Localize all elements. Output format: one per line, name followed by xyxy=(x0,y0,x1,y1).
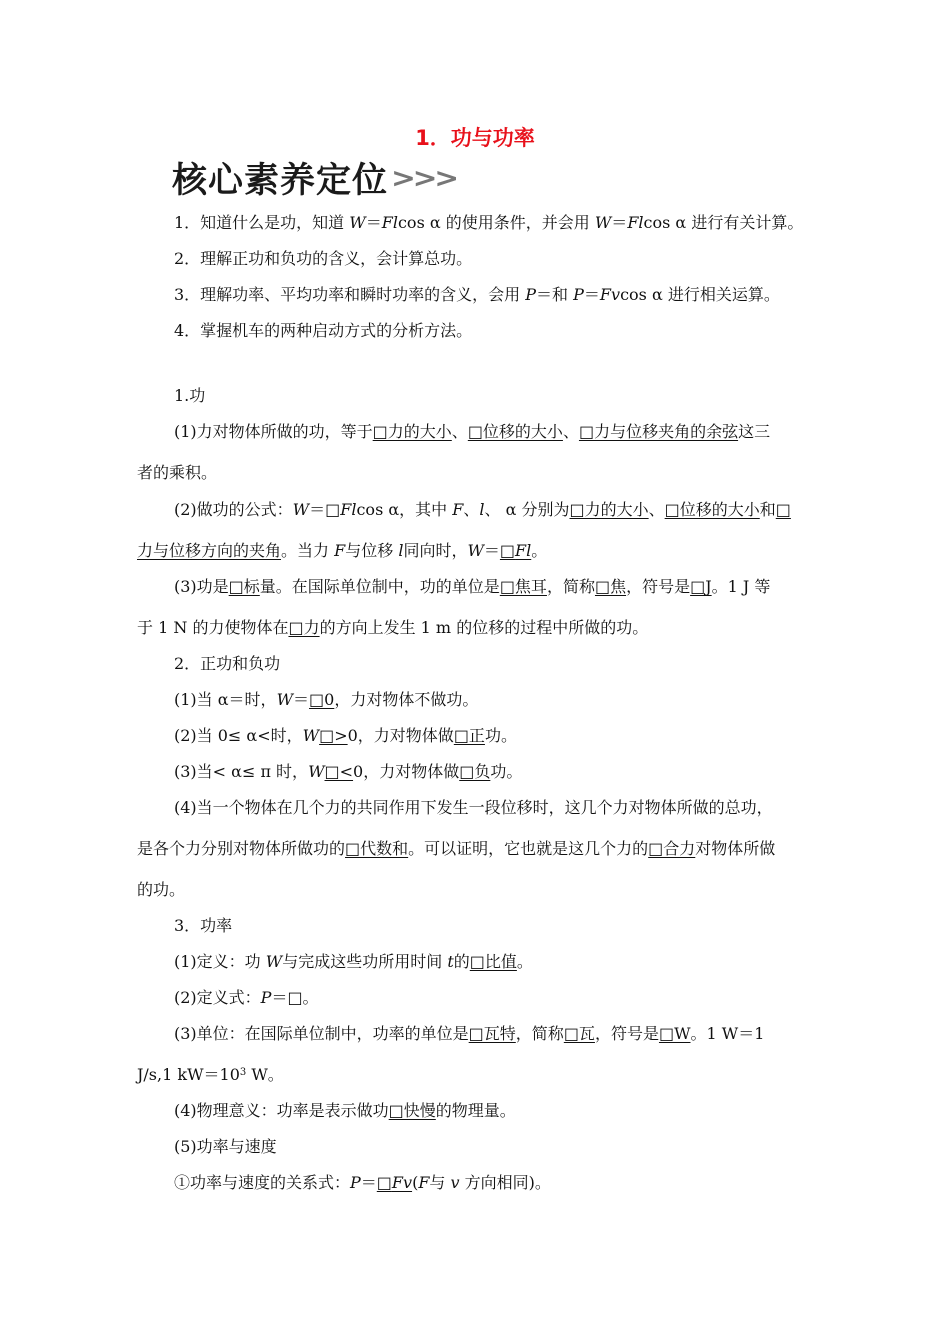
chevrons-icon: >>> xyxy=(391,162,456,194)
paragraph-line: 者的乘积。 xyxy=(137,463,218,482)
paragraph-line: ①功率与速度的关系式：P＝□Fv(F与 v 方向相同)。 xyxy=(174,1173,551,1192)
paragraph-line: (5)功率与速度 xyxy=(174,1137,277,1156)
banner-text: 核心素养定位 xyxy=(172,161,389,201)
paragraph-line: (3)功是□标量。在国际单位制中，功的单位是□焦耳，简称□焦，符号是□J。1 J 等 xyxy=(174,577,771,596)
goal-item: 3．理解功率、平均功率和瞬时功率的含义，会用 P＝和 P＝Fvcos α 进行相关运算。 xyxy=(174,285,780,304)
paragraph-line: (1)定义：功 W与完成这些功所用时间 t的□比值。 xyxy=(174,952,533,971)
section-heading: 3．功率 xyxy=(174,916,233,935)
goal-item: 1．知道什么是功，知道 W＝Flcos α 的使用条件，并会用 W＝Flcos α 进行有关计算。 xyxy=(174,213,804,232)
paragraph-line: (2)做功的公式：W＝□Flcos α，其中 F、l、 α 分别为□力的大小、□位移的大小和□ xyxy=(174,500,791,519)
paragraph-line: (1)力对物体所做的功，等于□力的大小、□位移的大小、□力与位移夹角的余弦这三 xyxy=(174,422,771,441)
goal-item: 2．理解正功和负功的含义，会计算总功。 xyxy=(174,249,473,268)
paragraph-line: J/s,1 $kW=10^3$ W。 xyxy=(137,1065,284,1084)
paragraph-line: (1)当 α＝时，W＝□0，力对物体不做功。 xyxy=(174,690,479,709)
paragraph-line: (3)当< α≤ π 时，W□<0，力对物体做□负功。 xyxy=(174,762,523,781)
document-title: 1．功与功率 xyxy=(415,126,535,150)
core-literacy-banner xyxy=(172,156,456,201)
paragraph-line: 是各个力分别对物体所做功的□代数和。可以证明，它也就是这几个力的□合力对物体所做 xyxy=(137,839,776,858)
paragraph-line: (3)单位：在国际单位制中，功率的单位是□瓦特，简称□瓦，符号是□W。1 W＝1 xyxy=(174,1024,765,1043)
section-heading: 1.功 xyxy=(174,386,206,405)
paragraph-line: (4)物理意义：功率是表示做功□快慢的物理量。 xyxy=(174,1101,516,1120)
goal-item: 4．掌握机车的两种启动方式的分析方法。 xyxy=(174,321,473,340)
paragraph-line: 于 1 N 的力使物体在□力的方向上发生 1 m 的位移的过程中所做的功。 xyxy=(137,618,649,637)
paragraph-line: (2)当 0≤ α<时，W□>0，力对物体做□正功。 xyxy=(174,726,517,745)
paragraph-line: (2)定义式：P＝□。 xyxy=(174,988,319,1007)
paragraph-line: 力与位移方向的夹角。当力 F与位移 l同向时，W＝□Fl。 xyxy=(137,541,548,560)
paragraph-line: (4)当一个物体在几个力的共同作用下发生一段位移时，这几个力对物体所做的总功， xyxy=(174,798,773,817)
section-heading: 2．正功和负功 xyxy=(174,654,281,673)
paragraph-line: 的功。 xyxy=(137,880,186,899)
